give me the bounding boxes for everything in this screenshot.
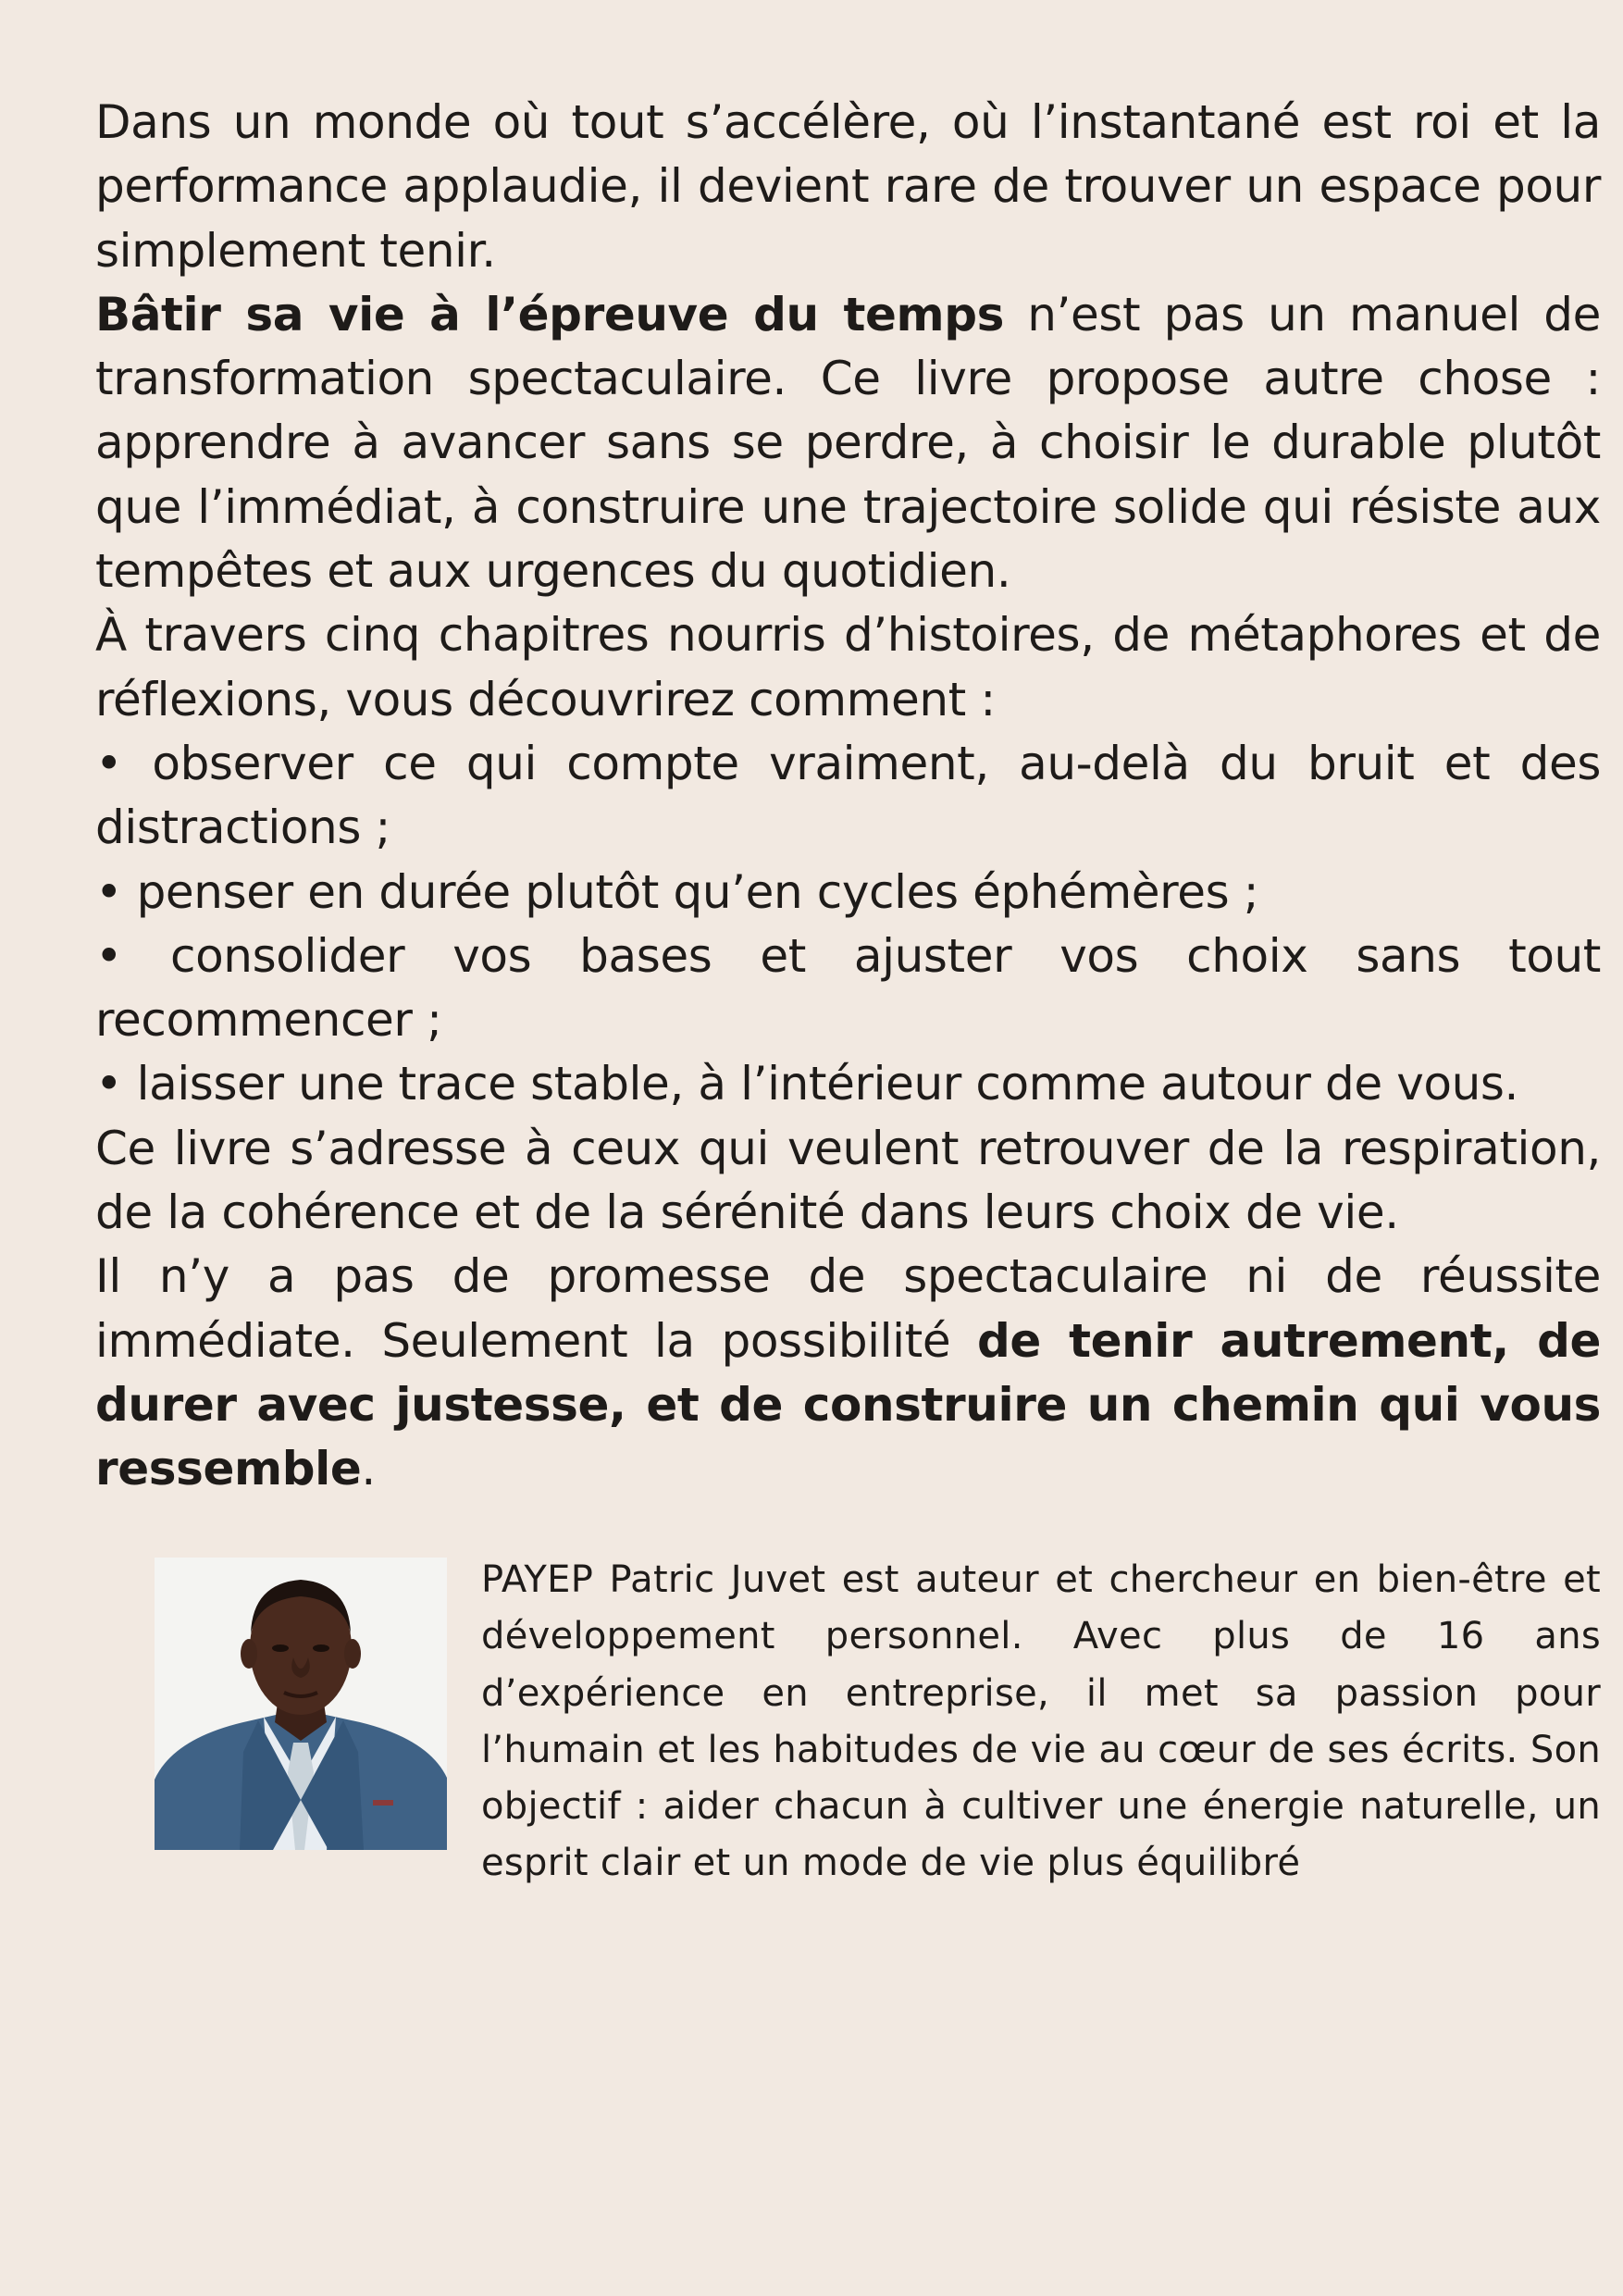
author-bio-text: PAYEP Patric Juvet est auteur et chercheur en bien-être et développement personnel. Avec plus de 16 ans d’expérience en entreprise, il met sa passion pour l’humain et les habitudes de vie au cœur de ses écrits. Son objectif : aider chacun à cultiver une énergie naturelle, un esprit clair et un mode de vie plus équilibré: [481, 1558, 1601, 1885]
back-cover-text: [95, 91, 1601, 1502]
book-title: Bâtir sa vie à l’épreuve du temps: [95, 287, 1004, 341]
bullet-item-1: • observer ce qui compte vraiment, au-delà du bruit et des distractions ;: [95, 736, 1601, 855]
closing-emphasis: de tenir autrement, de durer avec justesse, et de construire un chemin qui vous ressemble: [95, 1313, 1601, 1496]
closing-paragraph: [95, 1245, 1601, 1501]
bullet-item-2: • penser en durée plutôt qu’en cycles éphémères ;: [95, 864, 1259, 919]
book-description: n’est pas un manuel de transformation spectaculaire. Ce livre propose autre chose : apprendre à avancer sans se perdre, à choisir le durable plutôt que l’immédiat, à construire une trajectoire solide qui résiste aux tempêtes et aux urgences du quotidien.: [95, 287, 1602, 599]
bullet-item-4: • laisser une trace stable, à l’intérieur comme autour de vous.: [95, 1057, 1519, 1111]
closing-lead: Il n’y a pas de promesse de spectaculaire ni de réussite immédiate. Seulement la possibilité: [95, 1249, 1601, 1368]
author-bio: [481, 1552, 1601, 1893]
author-photo: [155, 1558, 447, 1850]
book-description-paragraph: [95, 283, 1601, 603]
chapters-intro-paragraph: À travers cinq chapitres nourris d’histoires, de métaphores et de réflexions, vous découvrirez comment :: [95, 608, 1601, 726]
closing-end: .: [361, 1442, 376, 1496]
audience-paragraph: Ce livre s’adresse à ceux qui veulent retrouver de la respiration, de la cohérence et de la sérénité dans leurs choix de vie.: [95, 1121, 1601, 1240]
intro-paragraph: Dans un monde où tout s’accélère, où l’instantané est roi et la performance applaudie, il devient rare de trouver un espace pour simplement tenir.: [95, 95, 1601, 278]
bullet-item-3: • consolider vos bases et ajuster vos choix sans tout recommencer ;: [95, 928, 1601, 1048]
